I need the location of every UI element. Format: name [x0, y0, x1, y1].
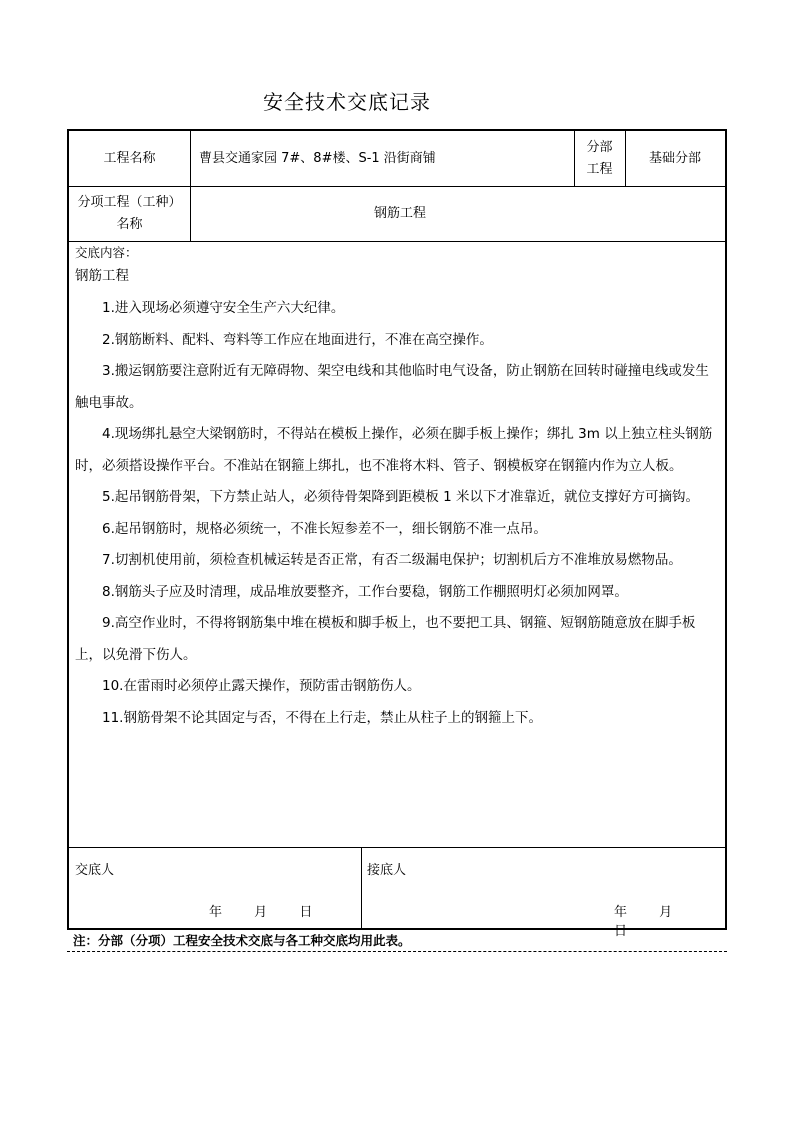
receiver-date-day: 日: [614, 924, 628, 939]
giver-date-year: 年: [209, 905, 223, 920]
content-item: 10.在雷雨时必须停止露天操作，预防雷击钢筋伤人。: [102, 678, 421, 694]
content-item: 2.钢筋断料、配料、弯料等工作应在地面进行，不准在高空操作。: [102, 331, 493, 348]
footnote: 注：分部（分项）工程安全技术交底与各工种交底均用此表。: [67, 930, 727, 952]
content-item: 8.钢筋头子应及时清理，成品堆放要整齐，工作台要稳，钢筋工作棚照明灯必须加网罩。: [102, 583, 628, 600]
division-label-line1: 分部: [586, 139, 613, 155]
record-table: [67, 129, 727, 939]
project-name-label: 工程名称: [103, 150, 156, 166]
content-item: 5.起吊钢筋骨架，下方禁止站人，必须待骨架降到距模板 1 米以下才准靠近，就位支撑好方可摘钩。: [102, 489, 700, 505]
subdivision-value: 钢筋工程: [373, 205, 426, 221]
row-divider-3: [69, 847, 725, 848]
document-title: 安全技术交底记录: [263, 90, 431, 114]
content-item: 1.进入现场必须遵守安全生产六大纪律。: [102, 300, 345, 316]
giver-date: [209, 901, 340, 920]
receiver-date-month: 月: [659, 905, 673, 920]
receiver-date-year: 年: [614, 905, 628, 920]
content-item: 6.起吊钢筋时，规格必须统一，不准长短参差不一，细长钢筋不准一点吊。: [102, 520, 547, 537]
content-item: 4.现场绑扎悬空大梁钢筋时，不得站在模板上操作，必须在脚手板上操作；绑扎 3m 以上独立柱头钢筋时，必须搭设操作平台。不准站在钢箍上绑扎，也不准将木料、管子、钢模板穿在钢箍内作为立人板。: [75, 426, 713, 474]
division-label-line2: 工程: [586, 161, 613, 177]
division-value: 基础分部: [648, 150, 701, 166]
content-item: 7.切割机使用前，须检查机械运转是否正常，有否二级漏电保护；切割机后方不准堆放易燃物品。: [102, 552, 682, 568]
receiver-label: 接底人: [367, 863, 407, 878]
subdivision-label-line2: 名称: [116, 216, 143, 232]
content-subtitle: 钢筋工程: [75, 268, 129, 284]
division-label: [574, 131, 625, 186]
content-heading: 交底内容：: [75, 245, 138, 260]
giver-date-month: 月: [254, 905, 268, 920]
project-name-value: 曹县交通家园 7#、8#楼、S-1 沿街商铺: [199, 150, 436, 166]
content-area: [75, 243, 721, 734]
content-item: 9.高空作业时，不得将钢筋集中堆在模板和脚手板上，也不要把工具、钢箍、短钢筋随意放在脚手板上，以免滑下伤人。: [75, 615, 696, 663]
subdivision-label: [69, 186, 190, 241]
col-divider-4: [361, 847, 362, 929]
giver-label: 交底人: [75, 863, 115, 878]
content-item: 3.搬运钢筋要注意附近有无障碍物、架空电线和其他临时电气设备，防止钢筋在回转时碰撞电线或发生触电事故。: [75, 363, 709, 411]
subdivision-label-line1: 分项工程（工种）: [77, 194, 182, 210]
content-item: 11.钢筋骨架不论其固定与否，不得在上行走，禁止从柱子上的钢箍上下。: [102, 709, 542, 726]
row-divider-2: [69, 241, 725, 242]
giver-date-day: 日: [299, 905, 313, 920]
